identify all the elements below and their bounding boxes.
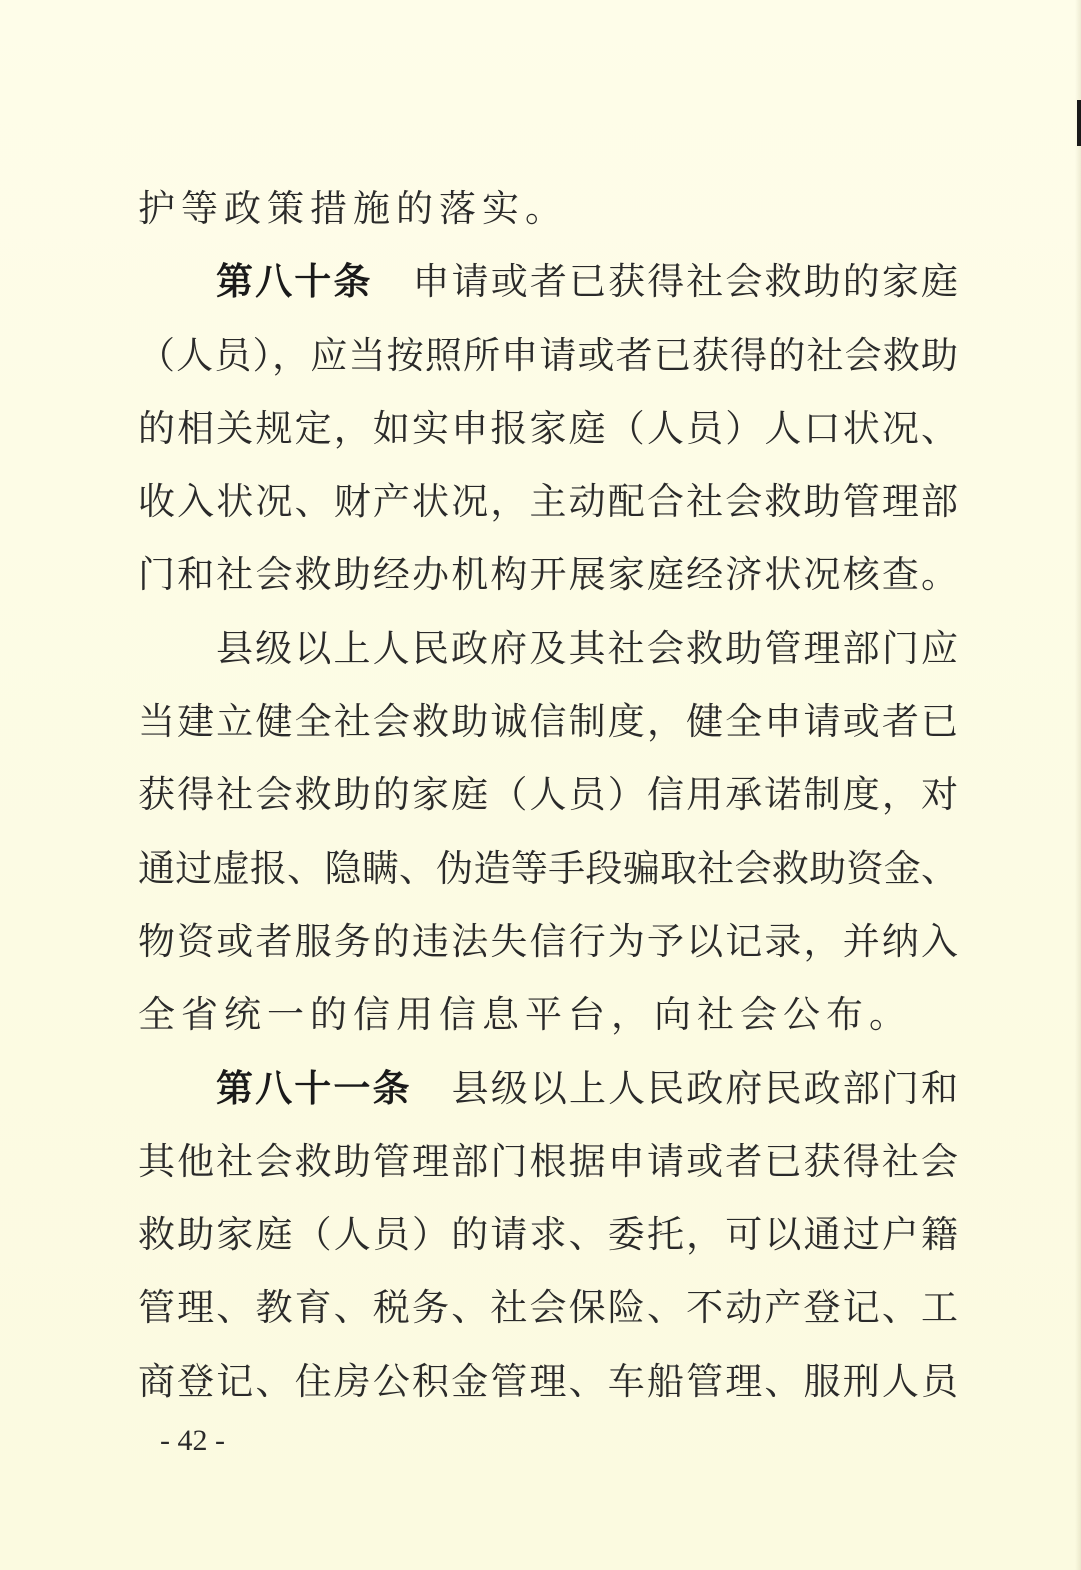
text-line: 其他社会救助管理部门根据申请或者已获得社会	[138, 1139, 958, 1183]
article-80-first-line	[138, 245, 958, 318]
text-line: 收入状况、财产状况，主动配合社会救助管理部	[138, 480, 958, 524]
article-81-heading: 第八十一条	[216, 1066, 412, 1110]
text-line: 当建立健全社会救助诚信制度，健全申请或者已	[138, 700, 958, 744]
text-line: 物资或者服务的违法失信行为予以记录，并纳入	[138, 919, 958, 963]
text-line: 门和社会救助经办机构开展家庭经济状况核查。	[138, 553, 958, 597]
text-line: 获得社会救助的家庭（人员）信用承诺制度，对	[138, 773, 958, 817]
text-line: 全省统一的信用信息平台，向社会公布。	[138, 993, 912, 1037]
page-number: - 42 -	[160, 1424, 225, 1457]
body-text	[138, 172, 958, 1418]
article-81-text: 县级以上人民政府民政部门和	[451, 1066, 959, 1110]
text-line: 救助家庭（人员）的请求、委托，可以通过户籍	[138, 1213, 958, 1257]
article-80-text: 申请或者已获得社会救助的家庭	[412, 260, 959, 304]
text-line: 的相关规定，如实申报家庭（人员）人口状况、	[138, 406, 958, 450]
text-line: （人员），应当按照所申请或者已获得的社会救助	[138, 333, 958, 377]
text-line: 护等政策措施的落实。	[138, 187, 568, 230]
text-line: 管理、教育、税务、社会保险、不动产登记、工	[138, 1286, 958, 1330]
text-line: 通过虚报、隐瞒、伪造等手段骗取社会救助资金、	[138, 846, 958, 890]
article-80-heading: 第八十条	[216, 260, 373, 304]
page-edge-shadow	[1075, 0, 1081, 1570]
article-81-first-line	[138, 1052, 958, 1125]
scan-edge-mark	[1077, 100, 1081, 146]
text-line: 商登记、住房公积金管理、车船管理、服刑人员	[138, 1359, 958, 1403]
paragraph-first-line: 县级以上人民政府及其社会救助管理部门应	[216, 626, 958, 670]
